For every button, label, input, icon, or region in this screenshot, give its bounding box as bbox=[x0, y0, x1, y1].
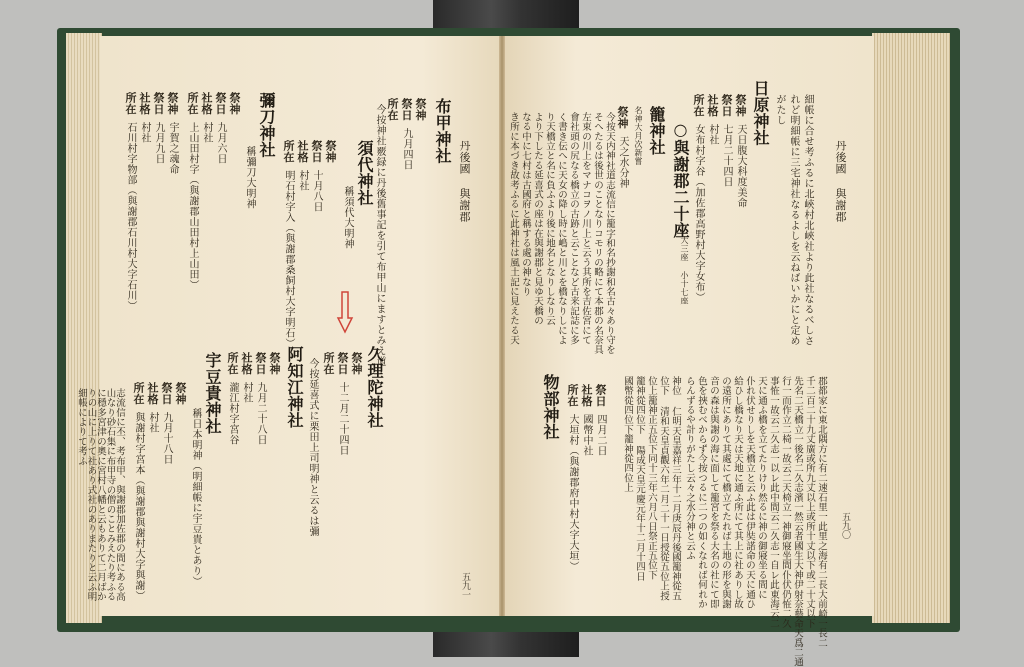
field-label: 祭神 bbox=[228, 92, 241, 115]
field-label: 社格 bbox=[706, 94, 719, 117]
body-line: り天橋立と名に負ふより後に地名となりしなり云 bbox=[544, 112, 555, 326]
field-value: 四月二日 bbox=[595, 414, 606, 456]
shrine-note: 稱日本明神（明細帳に宇豆貴とあり） bbox=[190, 408, 201, 587]
field-label: 所在 bbox=[124, 92, 137, 115]
field-label: 祭神 bbox=[174, 382, 187, 405]
field-value: 石川村字物部（與謝郡石川村大字石川） bbox=[125, 122, 136, 311]
field-label: 所在 bbox=[322, 352, 335, 375]
body-line: 今按天内神社道志流信に籠字和名抄謝和名古々あり守を bbox=[604, 112, 615, 355]
rank-line: 國幣從四位下籠神從四位上 bbox=[622, 376, 633, 493]
intro-line: 細帳に合せ考ふるに北峽村北峽社より此社なるべしさ bbox=[802, 94, 813, 346]
shrine-title: 物部神社 bbox=[541, 374, 560, 440]
field-label: 社格 bbox=[580, 384, 593, 407]
field-value: 七月二十四日 bbox=[721, 124, 732, 187]
body-line: き所に本づき故考ふるに此神社は風土記に見えたる天 bbox=[508, 112, 519, 345]
field-value: 明石村字入（與謝郡桑飼村大字明石） bbox=[283, 170, 294, 349]
red-arrow-annotation bbox=[338, 292, 352, 332]
field-label: 祭神 bbox=[350, 352, 363, 375]
shrine-note: 稱彌刀大明神 bbox=[244, 146, 255, 209]
field-label: 所在 bbox=[226, 352, 239, 375]
field-label: 所在 bbox=[282, 140, 295, 163]
field-label: 社格 bbox=[138, 92, 151, 115]
body-line: 左束の川上をマナコヲノ川上と云う其所を吉佐宮にて bbox=[580, 112, 591, 345]
rank-line: 籠神從四位下 陽成天皇元慶元年十二月十四日 bbox=[634, 376, 645, 582]
field-label: 祭神 bbox=[616, 106, 629, 129]
field-value: 宇賀之魂命 bbox=[167, 122, 178, 175]
right-page bbox=[502, 36, 874, 667]
field-label: 祭日 bbox=[160, 382, 173, 405]
field-label: 祭日 bbox=[214, 92, 227, 115]
book-gutter bbox=[499, 36, 505, 616]
body-line: なる中に七村は古國府と稱する處の神なり bbox=[520, 112, 531, 297]
body-line: らんずるや計りがたし云々之水分神と云ふ bbox=[684, 376, 695, 561]
field-label: 所在 bbox=[386, 98, 399, 121]
field-label: 祭神 bbox=[268, 352, 281, 375]
shrine-title: 阿知江神社 bbox=[285, 346, 304, 429]
field-label: 所在 bbox=[132, 382, 145, 405]
district-heading: ○與謝郡二十座 bbox=[671, 120, 690, 239]
field-value: 瀧江村字宮谷 bbox=[227, 382, 238, 445]
field-label: 祭神 bbox=[734, 94, 747, 117]
field-value: 村社 bbox=[297, 170, 308, 191]
field-value: 國幣中社 bbox=[581, 414, 592, 456]
intro-line: れど明細帳に三宅神社なるよしを云ねばいかにと定め bbox=[788, 94, 799, 346]
body-line: 會社頭の尻なる橋立の古跡と云ことなど古来記誌に多 bbox=[568, 112, 579, 345]
field-label: 祭日 bbox=[254, 352, 267, 375]
body-line: 天に通ふ橋を立てたりけり然るに神の御寢坐る間に bbox=[756, 376, 767, 600]
field-value: 九月十八日 bbox=[161, 412, 172, 465]
page-number: 五九一 bbox=[460, 572, 470, 599]
field-value: 十月八日 bbox=[311, 170, 322, 212]
field-value: 與謝村字宮本（與謝郡與謝村大字與謝） bbox=[133, 412, 144, 601]
body-line: く書き伝へに天女の降し時に嶋と川とを橋なりしによ bbox=[556, 112, 567, 345]
field-label: 祭日 bbox=[400, 98, 413, 121]
field-value: 九月二十八日 bbox=[255, 382, 266, 445]
field-label: 所在 bbox=[692, 94, 705, 117]
body-line: より下したる延喜式の座は在與謝郡と見ゆ天橋の bbox=[532, 112, 543, 326]
intro-line: がたし bbox=[774, 94, 785, 126]
field-label: 祭日 bbox=[336, 352, 349, 375]
shrine-note: 名神大月次新嘗 bbox=[634, 106, 643, 166]
district-note: 大三座 小十七座 bbox=[680, 236, 689, 305]
field-label: 祭日 bbox=[594, 384, 607, 407]
field-label: 祭神 bbox=[414, 98, 427, 121]
field-label: 社格 bbox=[296, 140, 309, 163]
field-value: 村社 bbox=[139, 122, 150, 143]
shrine-intro: 今按延喜式に栗田上司明神と云るは彌 bbox=[307, 358, 318, 537]
rank-line: 神位 仁明天皇嘉祥三年十二月庚辰丹後國籠神從五 bbox=[670, 376, 681, 601]
rank-line: 位下 清和天皇貞觀六年二月二十一日授從五位上授 bbox=[658, 376, 669, 601]
field-value: 上山田村字（與謝郡山田村上山田） bbox=[187, 122, 198, 290]
shrine-title: 布甲神社 bbox=[433, 98, 452, 164]
field-label: 社格 bbox=[146, 382, 159, 405]
field-value: 十二月二十四日 bbox=[337, 382, 348, 456]
field-label: 祭日 bbox=[152, 92, 165, 115]
field-label: 社格 bbox=[240, 352, 253, 375]
body-line: の遠所にありて其處にて橋立てたれば土地の形を與謝 bbox=[720, 376, 731, 609]
body-line: 郡都家に東北隅方に有二速石里一此里之海有二長大前崎一長二 bbox=[816, 376, 827, 648]
field-value: 村社 bbox=[241, 382, 252, 403]
body-line: 色を挾むべからず今按つるに二つの如くなれば何れか bbox=[696, 376, 707, 609]
field-value: 九月六日 bbox=[215, 122, 226, 164]
field-value: 女布村字谷（加佐郡高野村大字女布） bbox=[693, 124, 704, 303]
field-value: 村社 bbox=[147, 412, 158, 433]
shrine-title: 宇豆貴神社 bbox=[203, 352, 222, 435]
field-label: 祭神 bbox=[166, 92, 179, 115]
rank-line: 位上籠神正五位下同十三年六月八日祭正五位下 bbox=[646, 376, 657, 580]
body-text: 志流信に丕、考布甲、與謝郡加佐郡の間にある高山なり砂石集に布甲寺の僧のことみえたり考ふるに穩多宮津の奧に宮村八幡と云もありて二月ばかりの山に上りて社あり式社のありまたりと云ふ明細帳によりて考ふ bbox=[76, 388, 125, 602]
body-line: 音の森は與謝の海に面して籠宮を祭る大名の社にて即 bbox=[708, 376, 719, 609]
body-line: 千二百二十九丈廣或所九丈以上或所十丈以下或二十丈以下 bbox=[804, 376, 815, 629]
body-line: 行一而作立二椅一故云二天椅立一神御寢坐間仆伏仍恠二久 bbox=[780, 376, 791, 629]
field-label: 所在 bbox=[186, 92, 199, 115]
body-line: 先名二天橋立一後名二久志濱一然云者國生大神伊射奈藝命天爲二通 bbox=[792, 376, 803, 667]
running-head: 丹後國 與謝郡 bbox=[834, 140, 847, 223]
shrine-note: 稱須代大明神 bbox=[342, 186, 353, 249]
field-value: 九月四日 bbox=[401, 128, 412, 170]
body-line: そへたるは後世のことなりコモリの略にて本郡の名奈具 bbox=[592, 112, 603, 355]
left-page bbox=[76, 36, 502, 616]
field-value: 村社 bbox=[201, 122, 212, 143]
body-line: 事恠一故云二久志一以レ此中間云二久志一自レ此東海云二 bbox=[768, 376, 779, 629]
body-line: 仆れ伏せりしを天橋立と云ふ此は伊奘諾命の天に通ひ bbox=[744, 376, 755, 609]
field-label: 祭日 bbox=[720, 94, 733, 117]
field-value: 大垣村（與謝郡府中村大字大垣） bbox=[567, 414, 578, 572]
shrine-title: 籠神社 bbox=[647, 106, 666, 156]
shrine-title: 彌刀神社 bbox=[257, 92, 276, 158]
field-label: 祭日 bbox=[310, 140, 323, 163]
shrine-title: 日原神社 bbox=[751, 80, 770, 146]
field-label: 所在 bbox=[566, 384, 579, 407]
field-value: 九月九日 bbox=[153, 122, 164, 164]
field-value: 村社 bbox=[707, 124, 718, 145]
field-label: 祭神 bbox=[324, 140, 337, 163]
running-head: 丹後國 與謝郡 bbox=[458, 140, 471, 223]
field-label: 社格 bbox=[200, 92, 213, 115]
body-line: 給ひし橋なり天は天地に通ふ所にて其上に社ありし故 bbox=[732, 376, 743, 609]
page-edges-right bbox=[872, 33, 950, 623]
shrine-title: 久理陀神社 bbox=[365, 346, 384, 429]
field-value: 天日腹大科度美命 bbox=[735, 124, 746, 208]
shrine-intro: 今按神社覈録に丹後舊事記を引て布甲山にますとみえ道 bbox=[374, 104, 385, 367]
field-value: 天之水分神 bbox=[617, 136, 628, 189]
page-number: 五九〇 bbox=[840, 512, 850, 539]
shrine-title: 須代神社 bbox=[355, 140, 374, 206]
